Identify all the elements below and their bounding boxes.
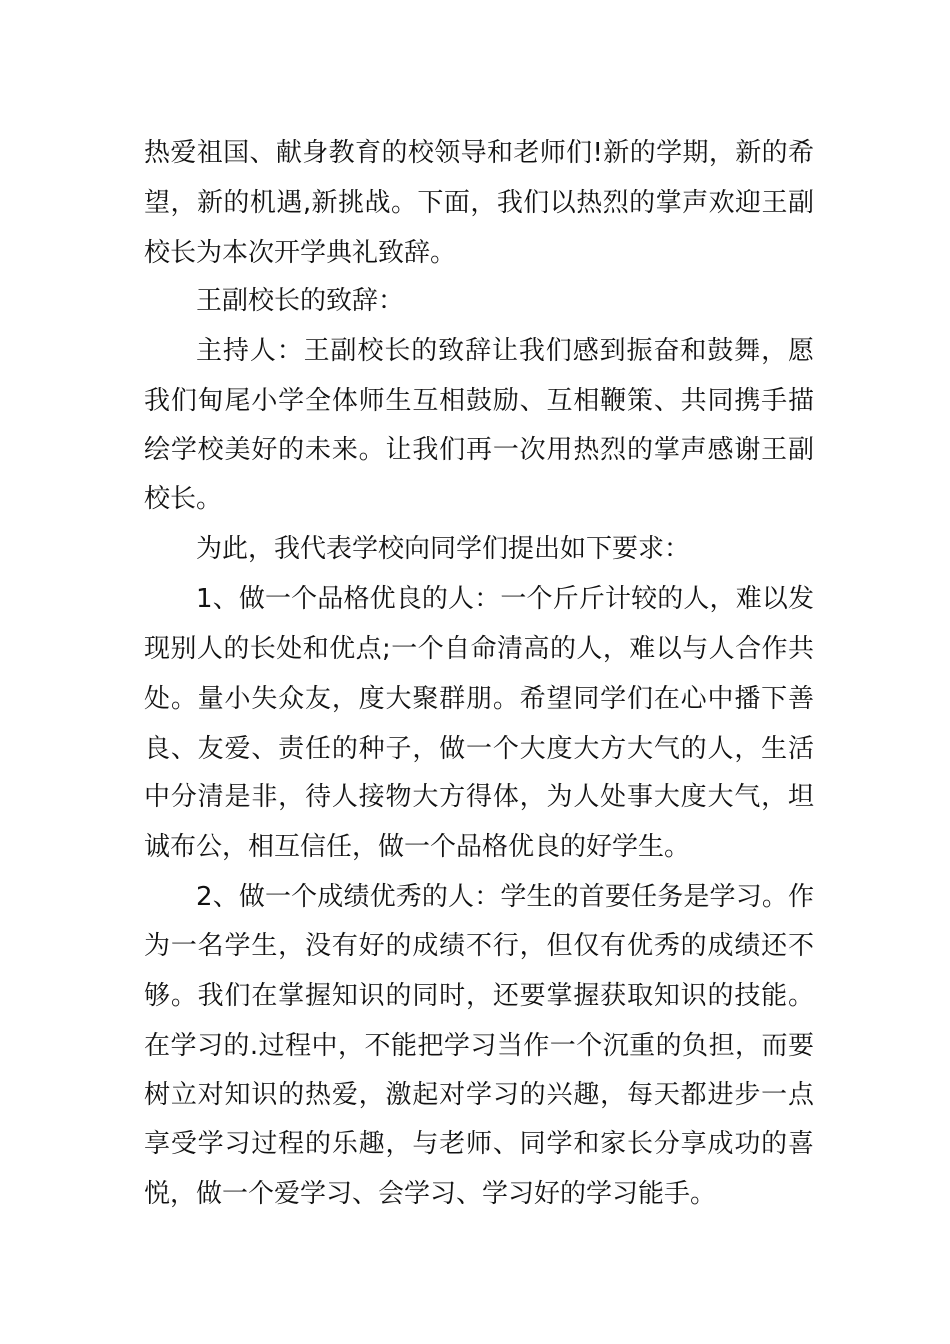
- text-line: 处。量小失众友，度大聚群朋。希望同学们在心中播下善: [144, 684, 814, 714]
- text-line: 享受学习过程的乐趣，与老师、同学和家长分享成功的喜: [144, 1129, 814, 1159]
- speech-heading: 王副校长的致辞：: [196, 286, 405, 316]
- text-line: 树立对知识的热爱，激起对学习的兴趣，每天都进步一点: [144, 1080, 814, 1110]
- text-line: 够。我们在掌握知识的同时，还要掌握获取知识的技能。: [144, 981, 814, 1011]
- text-line: 为一名学生，没有好的成绩不行，但仅有优秀的成绩还不: [144, 931, 814, 961]
- text-line: 现别人的长处和优点;一个自命清高的人，难以与人合作共: [144, 634, 814, 664]
- text-line: 主持人：王副校长的致辞让我们感到振奋和鼓舞，愿: [196, 336, 814, 366]
- text-line: 热爱祖国、献身教育的校领导和老师们!新的学期，新的希: [144, 138, 814, 168]
- text-line: 良、友爱、责任的种子，做一个大度大方大气的人，生活: [144, 734, 814, 764]
- text-line: 诚布公，相互信任，做一个品格优良的好学生。: [144, 832, 691, 862]
- text-line: 校长为本次开学典礼致辞。: [144, 238, 457, 268]
- text-line: 我们甸尾小学全体师生互相鼓励、互相鞭策、共同携手描: [144, 386, 814, 416]
- text-line: 绘学校美好的未来。让我们再一次用热烈的掌声感谢王副: [144, 435, 814, 465]
- text-line: 在学习的.过程中，不能把学习当作一个沉重的负担，而要: [144, 1031, 814, 1061]
- list-item-1: 1、做一个品格优良的人：一个斤斤计较的人，难以发: [196, 584, 814, 614]
- text-line: 为此，我代表学校向同学们提出如下要求：: [196, 534, 691, 564]
- text-line: 悦，做一个爱学习、会学习、学习好的学习能手。: [144, 1179, 717, 1209]
- list-item-2: 2、做一个成绩优秀的人：学生的首要任务是学习。作: [196, 882, 814, 912]
- text-line: 望，新的机遇,新挑战。下面，我们以热烈的掌声欢迎王副: [144, 188, 814, 218]
- text-line: 校长。: [144, 484, 223, 514]
- text-line: 中分清是非，待人接物大方得体，为人处事大度大气，坦: [144, 782, 814, 812]
